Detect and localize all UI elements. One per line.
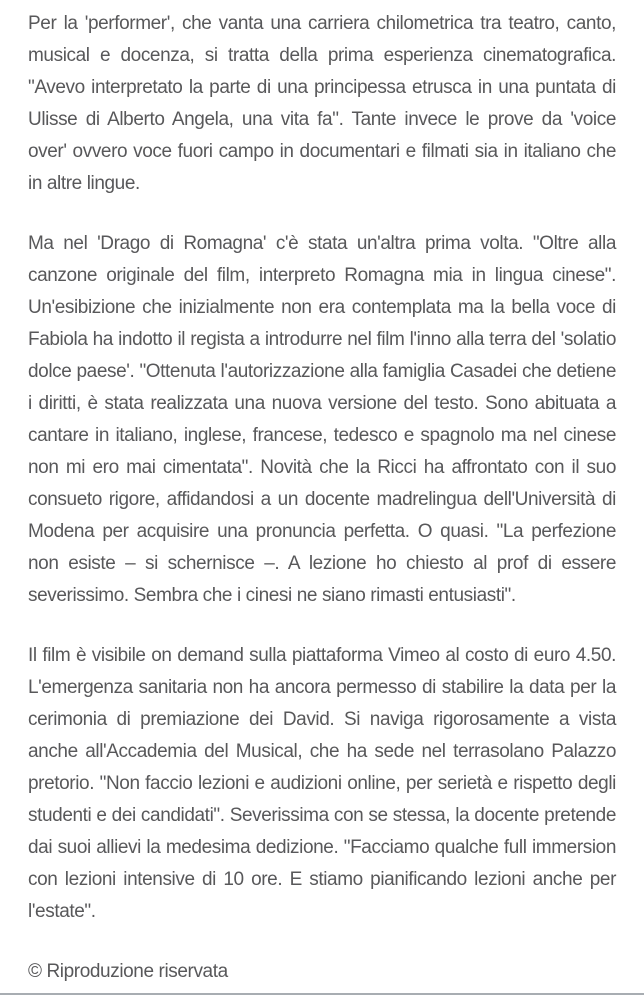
copyright-notice: © Riproduzione riservata	[28, 961, 228, 982]
bottom-divider	[0, 993, 644, 995]
article-paragraph: Per la 'performer', che vanta una carriera chilometrica tra teatro, canto, musical e docenza, si tratta della prima esperienza cinematografica. "Avevo interpretato la parte di una principessa etrusca in una puntata di Ulisse di Alberto Angela, una vita fa". Tante invece le prove da 'voice over' ovvero voce fuori campo in documentari e filmati sia in italiano che in altre lingue.	[28, 13, 616, 194]
article-paragraph: Il film è visibile on demand sulla piattaforma Vimeo al costo di euro 4.50. L'emergenza sanitaria non ha ancora permesso di stabilire la data per la cerimonia di premiazione dei David. Si naviga rigorosamente a vista anche all'Accademia del Musical, che ha sede nel terrasolano Palazzo pretorio. "Non faccio lezioni e audizioni online, per serietà e rispetto degli studenti e dei candidati". Severissima con se stessa, la docente pretende dai suoi allievi la medesima dedizione. "Facciamo qualche full immersion con lezioni intensive di 10 ore. E stiamo pianificando lezioni anche per l'estate".	[28, 645, 616, 922]
article-paragraph: Ma nel 'Drago di Romagna' c'è stata un'altra prima volta. "Oltre alla canzone originale del film, interpreto Romagna mia in lingua cinese". Un'esibizione che inizialmente non era contemplata ma la bella voce di Fabiola ha indotto il regista a introdurre nel film l'inno alla terra del 'solatio dolce paese'. "Ottenuta l'autorizzazione alla famiglia Casadei che detiene i diritti, è stata realizzata una nuova versione del testo. Sono abituata a cantare in italiano, inglese, francese, tedesco e spagnolo ma nel cinese non mi ero mai cimentata". Novità che la Ricci ha affrontato con il suo consueto rigore, affidandosi a un docente madrelingua dell'Università di Modena per acquisire una pronuncia perfetta. O quasi. "La perfezione non esiste – si schernisce –. A lezione ho chiesto al prof di essere severissimo. Sembra che i cinesi ne siano rimasti entusiasti".	[28, 233, 616, 606]
